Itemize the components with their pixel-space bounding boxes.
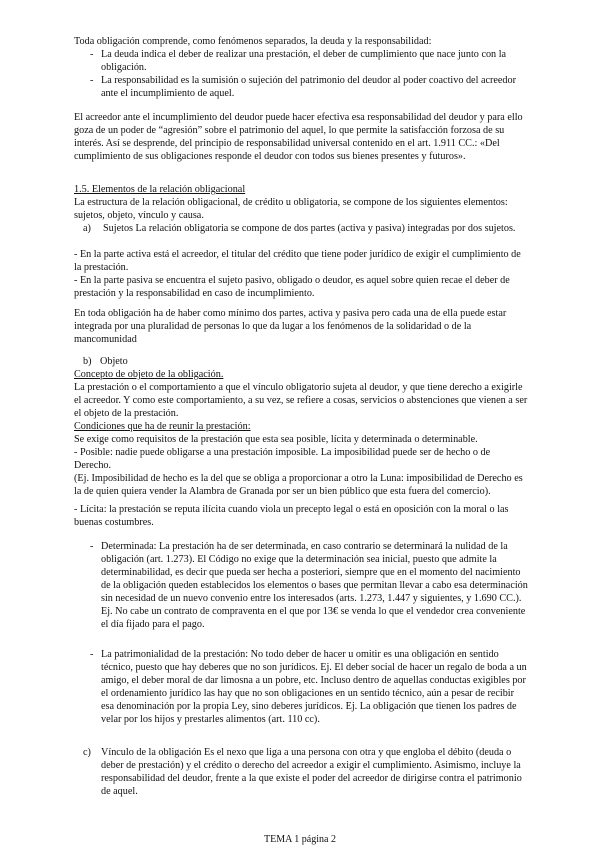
- patrimonialidad-text: La patrimonialidad de la prestación: No todo deber de hacer u omitir es una obligación en sentido técnico, puesto que hay deberes que no son jurídicos. Ej. El deber social de hacer un regalo de boda a un amigo, el deber moral de dar limosna a un pobre, etc. Incluso dentro de aquellas conductas exigibles por el ordenamiento jurídico las hay que no son obligaciones en un sentido técnico, aún a pesar de recibir esa denominación por la propia Ley, sino deberes jurídicos. Ej. La obligación que tienen los padres de velar por los hijos y prestarles alimentos (art. 110 cc).: [101, 649, 527, 725]
- vinculo-text: Vínculo de la obligación Es el nexo que liga a una persona con otra y que engloba el débito (deuda o deber de prestación) y el crédito o derecho del acreedor a exigir el cumplimiento. Asimismo, incluye la responsabilidad del deudor, frente a la que existe el poder del acreedor de dirigirse contra el patrimonio de aquel.: [101, 747, 522, 797]
- objeto-title: Objeto: [100, 356, 128, 367]
- paragraph-acreedor: El acreedor ante el incumplimiento del deudor puede hacer efectiva esa responsabilidad del deudor y para ello goza de un poder de “agresión” sobre el patrimonio del aquel, lo que permite la satisfacción forzosa de su interés. Así se desprende, del principio de responsabilidad universal contenido en el art. 1.911 CC.: «Del cumplimiento de sus obligaciones responde el deudor con todos sus bienes presentes y futuros».: [74, 112, 523, 162]
- determinada-text: Determinada: La prestación ha de ser determinada, en caso contrario se determinará la nulidad de la obligación (art. 1.273). El Código no exige que la determinación sea inicial, puesto que admite la determinabilidad, es decir que pueda ser hecha a posteriori, siempre que en el momento del nacimiento de la obligación queden establecidos los elementos o bases que permitan llevar a cabo esa determinación sin necesidad de un nuevo convenio entre los interesados (arts. 1.273, 1.447 y siguientes, y 1.690 CC.). Ej. No cabe un contrato de compraventa en el que por 13€ se venda lo que el vendedor crea conveniente el día fijado para el pago.: [101, 541, 528, 630]
- parte-activa: - En la parte activa está el acreedor, el titular del crédito que tiene poder jurídico de exigir el cumplimiento de la prestación.: [74, 249, 521, 273]
- requisitos-text: Se exige como requisitos de la prestación que esta sea posible, lícita y determinada o determinable.: [74, 434, 478, 445]
- ejemplo-text: (Ej. Imposibilidad de hecho es la del que se obliga a proporcionar a otro la Luna: imposibilidad de Derecho es la de quien quiera vender la Alambra de Granada por ser un bien público que esta fuera del comercio).: [74, 473, 523, 497]
- concepto-heading: Concepto de objeto de la obligación.: [74, 369, 224, 380]
- bullet-dash: -: [90, 541, 94, 552]
- bullet-dash: -: [90, 649, 94, 660]
- item-marker-b: b): [83, 356, 92, 367]
- item-marker-c: c): [83, 747, 91, 758]
- section-intro: La estructura de la relación obligacional, de crédito u obligatoria, se compone de los siguientes elementos: sujetos, objeto, vínculo y causa.: [74, 197, 508, 221]
- paragraph-pluralidad: En toda obligación ha de haber como mínimo dos partes, activa y pasiva pero cada una de ella puede estar integrada por una pluralidad de personas lo que da lugar a los fenómenos de la solidaridad o de la mancomunidad: [74, 308, 507, 345]
- list-item-responsabilidad: La responsabilidad es la sumisión o sujeción del patrimonio del deudor al poder coactivo del acreedor ante el incumplimiento de aquel.: [101, 75, 517, 99]
- item-marker-a: a): [83, 223, 91, 234]
- concepto-text: La prestación o el comportamiento a que el vínculo obligatorio sujeta al deudor, y que tiene derecho a exigirle el acreedor. Y como este comportamiento, a su vez, se refiere a cosas, servicios o abstenciones que vienen a ser el objeto de la prestación.: [74, 382, 528, 419]
- bullet-dash: -: [90, 49, 94, 60]
- licita-text: - Lícita: la prestación se reputa ilícita cuando viola un precepto legal o está en oposición con la moral o las buenas costumbres.: [74, 504, 509, 528]
- page-footer: TEMA 1 página 2: [264, 834, 336, 845]
- condiciones-heading: Condiciones que ha de reunir la prestación:: [74, 421, 251, 432]
- section-heading-1-5: 1.5. Elementos de la relación obligacional: [74, 184, 246, 195]
- sujetos-text: Sujetos La relación obligatoria se compone de dos partes (activa y pasiva) integradas por dos sujetos.: [103, 223, 516, 234]
- intro-text: Toda obligación comprende, como fenómenos separados, la deuda y la responsabilidad:: [74, 36, 432, 47]
- parte-pasiva: - En la parte pasiva se encuentra el sujeto pasivo, obligado o deudor, es aquel sobre quien recae el deber de prestación y la responsabilidad en caso de incumplimiento.: [74, 275, 510, 299]
- list-item-deuda: La deuda indica el deber de realizar una prestación, el deber de cumplimiento que nace junto con la obligación.: [101, 49, 507, 73]
- posible-text: - Posible: nadie puede obligarse a una prestación imposible. La imposibilidad puede ser de hecho o de Derecho.: [74, 447, 491, 471]
- bullet-dash: -: [90, 75, 94, 86]
